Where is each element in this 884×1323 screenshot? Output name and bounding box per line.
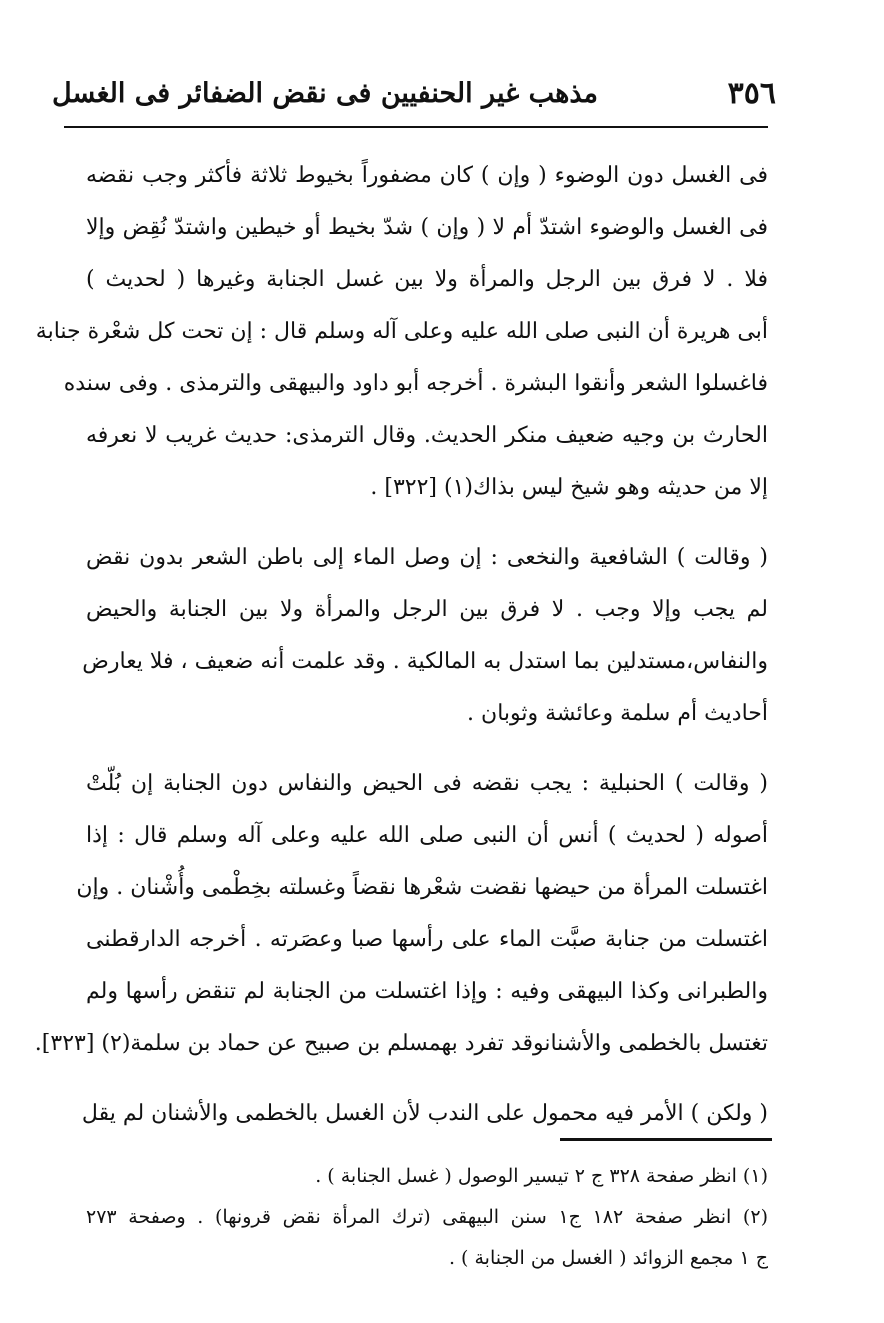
text-line: اغتسلت المرأة من حيضها نقضت شعْرها نقضاً وغسلته بخِطْمى وأُشْنان . وإن [76,875,768,900]
text-line: فى الغسل والوضوء اشتدّ أم لا ( وإن ) شدّ بخيط أو خيطين واشتدّ نُقِض وإلا [86,215,768,240]
text-line: أصوله ( لحديث ) أنس أن النبى صلى الله عليه وعلى آله وسلم قال : إذا [86,823,768,848]
paragraph-2 [82,532,768,740]
text-line: فى الغسل دون الوضوء ( وإن ) كان مضفوراً بخيوط ثلاثة فأكثر وجب نقضه [86,163,768,188]
text-line: والطبرانى وكذا البيهقى وفيه : وإذا اغتسلت من الجنابة لم تنقض رأسها ولم [86,979,768,1004]
paragraph-3 [34,758,768,1070]
text-line: ( ولكن ) الأمر فيه محمول على الندب لأن الغسل بالخطمى والأشنان لم يقل [81,1101,768,1126]
paragraph-gap [86,514,768,532]
footnote-rule [560,1138,772,1141]
text-line: لم يجب وإلا وجب . لا فرق بين الرجل والمرأة ولا بين الجنابة والحيض [86,597,768,622]
paragraph-gap [86,1070,768,1088]
paragraph-gap [86,740,768,758]
footnote-2: (٢) انظر صفحة ١٨٢ ج١ سنن البيهقى (ترك المرأة نقض قرونها) . وصفحة ٢٧٣ [86,1206,768,1228]
footnote-1: (١) انظر صفحة ٣٢٨ ج ٢ تيسير الوصول ( غسل الجنابة ) . [315,1165,768,1187]
paragraph-4 [81,1088,768,1140]
text-line: فاغسلوا الشعر وأنقوا البشرة . أخرجه أبو داود والبيهقى والترمذى . وفى سنده [63,371,768,396]
header-rule [64,126,768,128]
footnotes [86,1156,768,1279]
page-header [52,72,776,122]
text-line: والنفاس،مستدلين بما استدل به المالكية . وقد علمت أنه ضعيف ، فلا يعارض [82,649,768,674]
text-line: فلا . لا فرق بين الرجل والمرأة ولا بين غسل الجنابة وغيرها ( لحديث ) [86,267,768,292]
paragraph-1 [35,150,768,514]
running-title: مذهب غير الحنفيين فى نقض الضفائر فى الغسل [52,78,598,109]
footnote-2-continued: ج ١ مجمع الزوائد ( الغسل من الجنابة ) . [448,1247,768,1269]
page-number: ٣٥٦ [727,76,776,111]
text-line: تغتسل بالخطمى والأشنانوقد تفرد بهمسلم بن صبيح عن حماد بن سلمة(٢) [٣٢٣]. [34,1031,768,1056]
text-line: أبى هريرة أن النبى صلى الله عليه وعلى آله وسلم قال : إن تحت كل شعْرة جنابة [35,319,768,344]
text-line: اغتسلت من جنابة صبَّت الماء على رأسها صبا وعصَرته . أخرجه الدارقطنى [86,927,768,952]
text-line: الحارث بن وجيه ضعيف منكر الحديث. وقال الترمذى: حديث غريب لا نعرفه [86,423,768,448]
text-line: ( وقالت ) الشافعية والنخعى : إن وصل الماء إلى باطن الشعر بدون نقض [86,545,768,570]
text-line: ( وقالت ) الحنبلية : يجب نقضه فى الحيض والنفاس دون الجنابة إن بُلّتْ [86,771,768,796]
text-line: إلا من حديثه وهو شيخ ليس بذاك(١) [٣٢٢] . [370,475,768,500]
body-text [34,150,768,1140]
text-line: أحاديث أم سلمة وعائشة وثوبان . [467,701,768,726]
